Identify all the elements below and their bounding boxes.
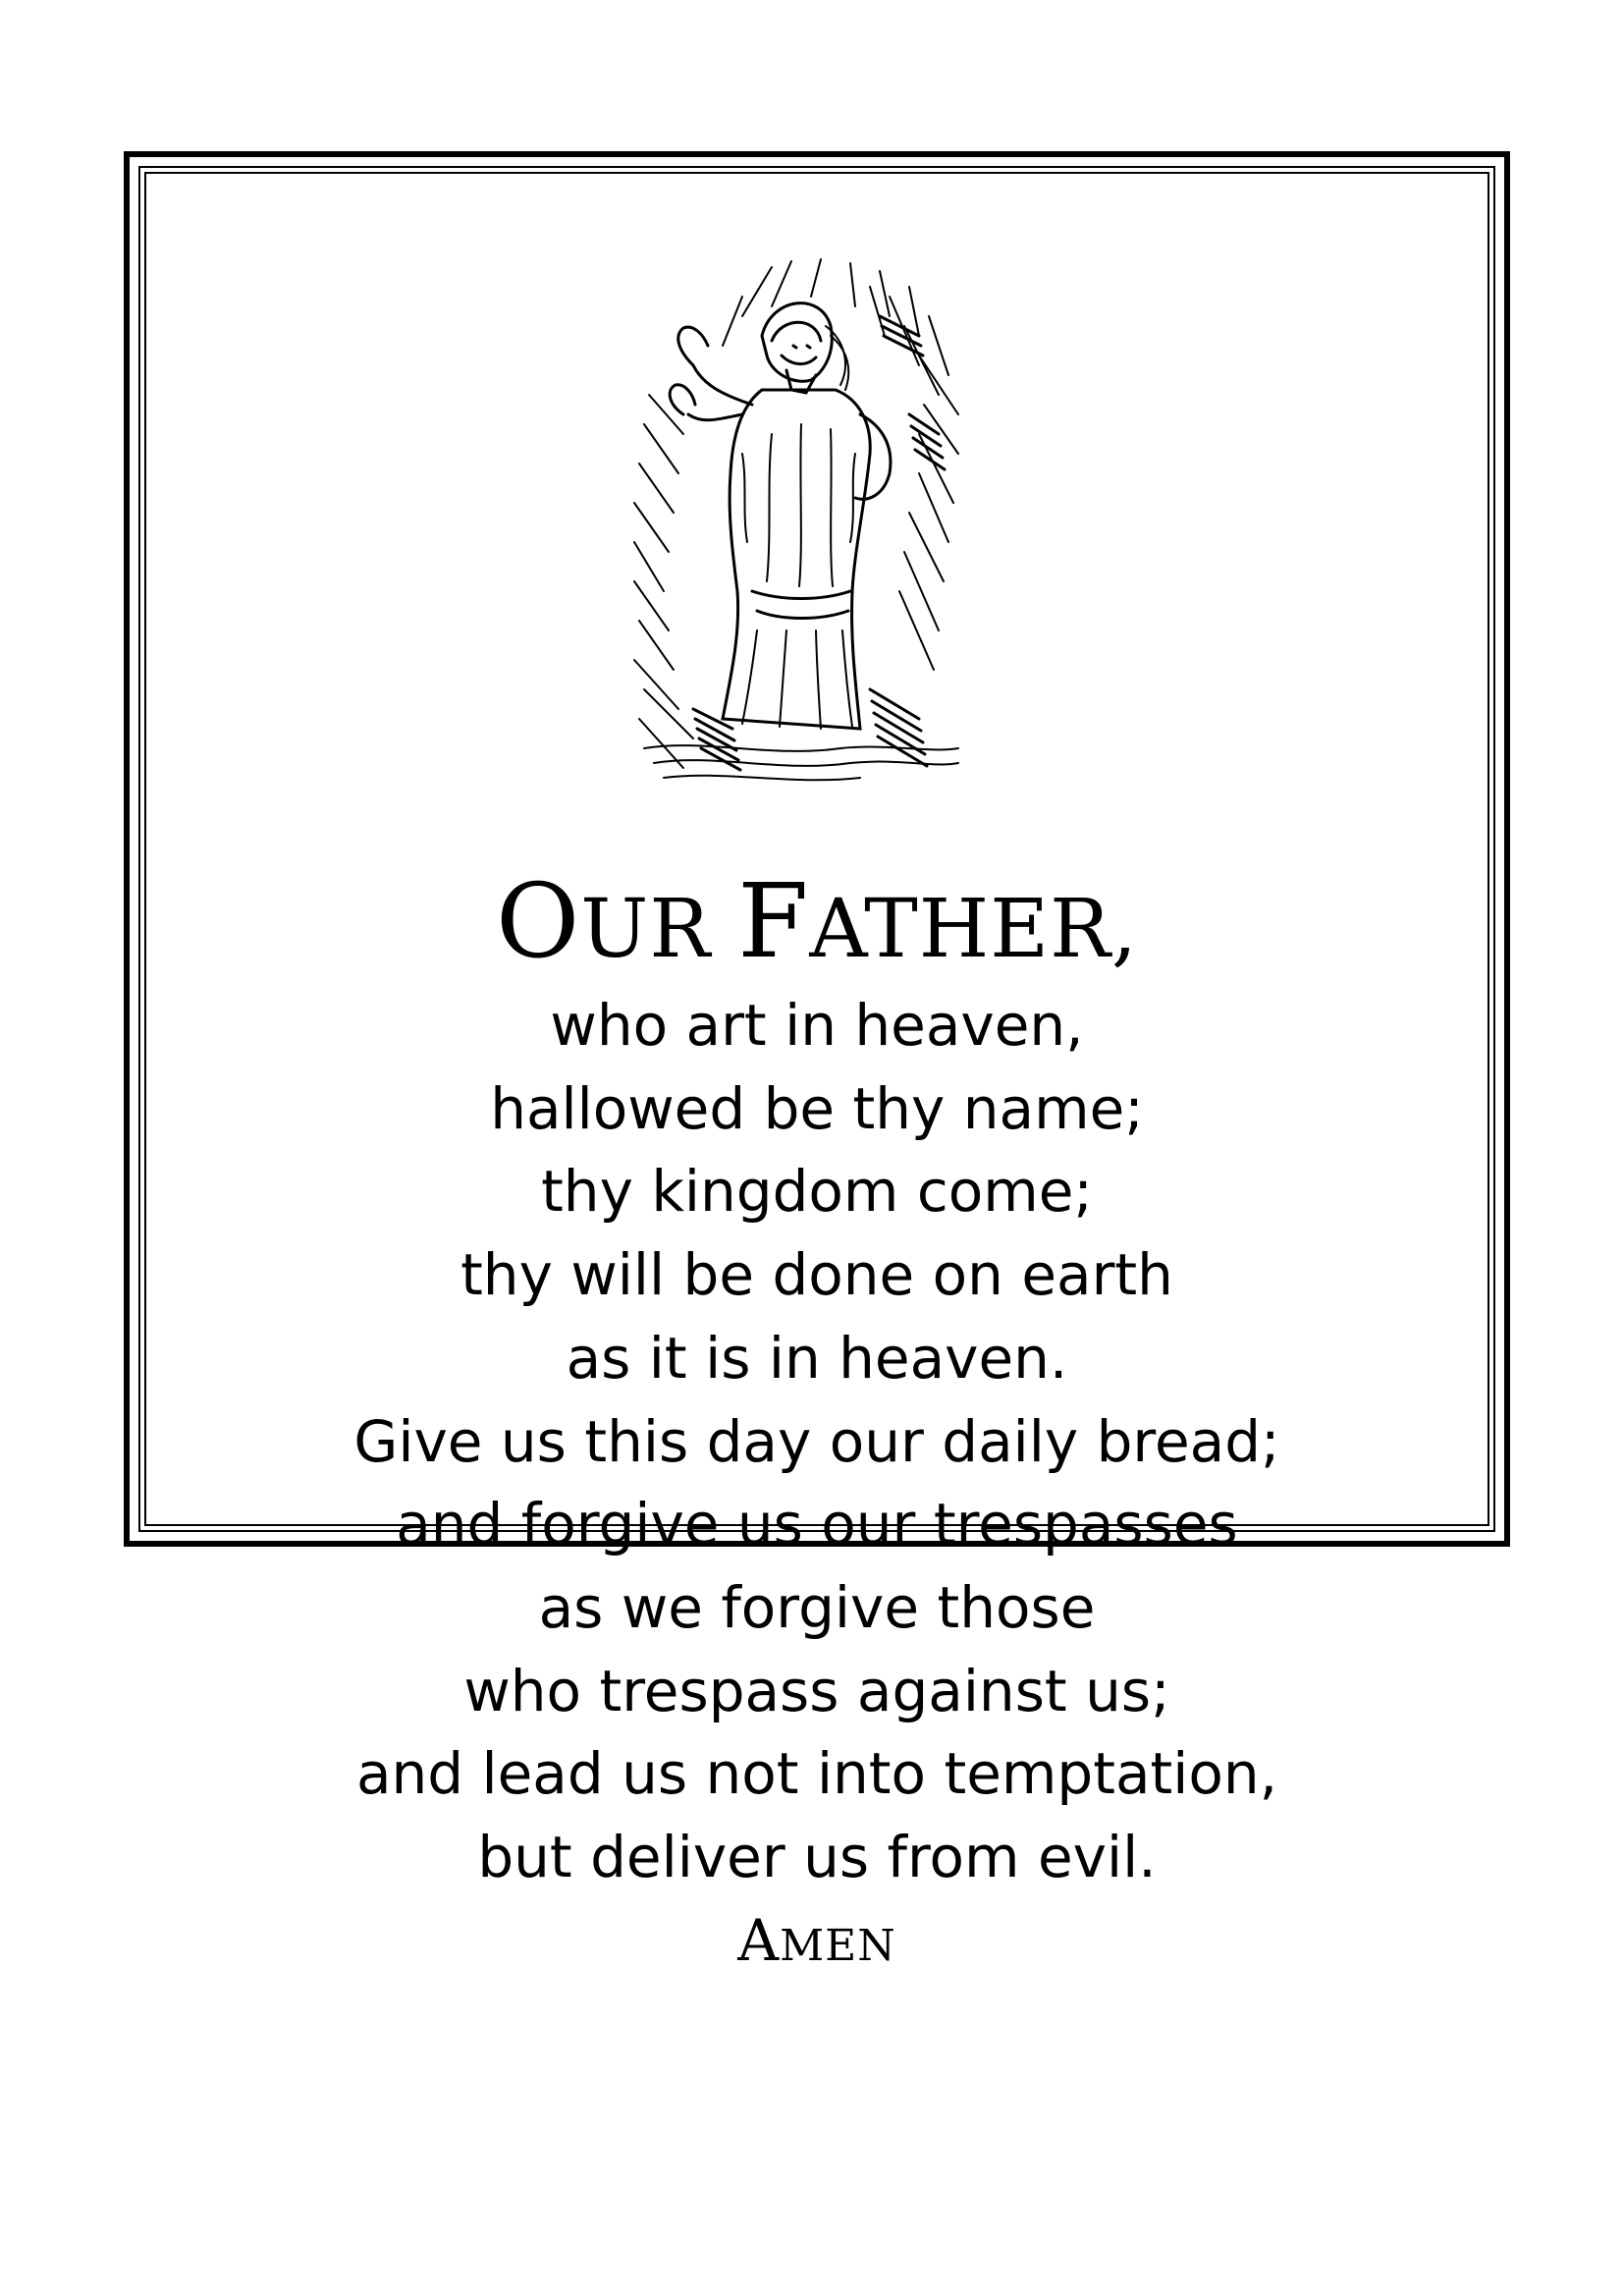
amen-initial: A [737,1906,781,1974]
praying-figure-icon [624,257,964,788]
prayer-text [144,984,1489,1988]
prayer-line: thy kingdom come; [541,1158,1093,1226]
prayer-line: hallowed be thy name; [490,1074,1144,1142]
prayer-line: as we forgive those [538,1573,1096,1641]
prayer-line: but deliver us from evil. [477,1824,1157,1891]
page-title [144,861,1489,981]
prayer-line: who art in heaven, [550,992,1084,1059]
prayer-line: Give us this day our daily bread; [353,1407,1280,1475]
title-rest-ather: ATHER, [809,883,1138,976]
prayer-line: as it is in heaven. [566,1324,1068,1392]
amen-rest: MEN [780,1920,896,1971]
prayer-line: and forgive us our trespasses [396,1491,1238,1558]
closing-amen [144,1899,1489,1988]
prayer-line: and lead us not into temptation, [355,1740,1278,1808]
prayer-line: thy will be done on earth [460,1241,1173,1309]
prayer-line: who trespass against us; [463,1657,1170,1724]
title-rest-ur: UR [580,883,712,976]
title-initial-f: F [737,861,810,981]
title-initial-o: O [496,861,581,981]
